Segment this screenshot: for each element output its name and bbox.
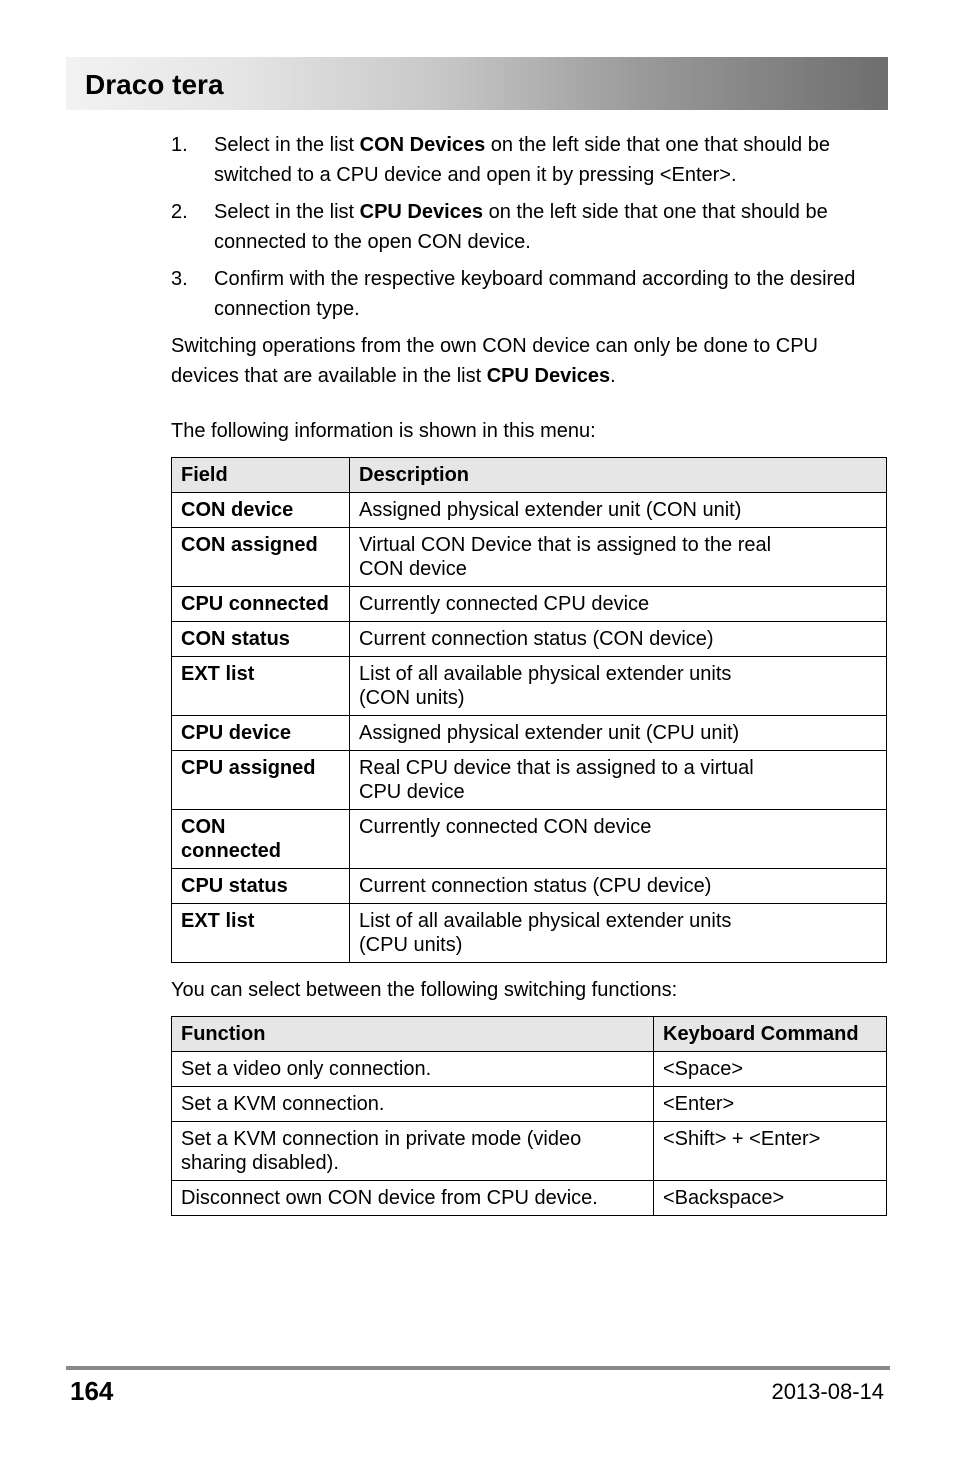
keyboard-command: <Space> bbox=[654, 1052, 887, 1087]
field-description: Currently connected CPU device bbox=[350, 587, 887, 622]
keyboard-command: <Backspace> bbox=[654, 1181, 887, 1216]
field-name: CPU device bbox=[172, 716, 350, 751]
step-text: Select in the list bbox=[214, 201, 360, 223]
column-header: Description bbox=[350, 458, 887, 493]
keyboard-command: <Enter> bbox=[654, 1087, 887, 1122]
table-row bbox=[172, 493, 887, 528]
table-header-row bbox=[172, 458, 887, 493]
step-number: 1. bbox=[171, 134, 188, 156]
functions-table bbox=[171, 1016, 887, 1216]
step-item bbox=[171, 197, 887, 257]
step-text: on the left side that one that should be connected to the open CON device. bbox=[214, 201, 828, 253]
page-content bbox=[171, 130, 887, 1216]
field-description: Currently connected CON device bbox=[350, 810, 887, 869]
column-header: Keyboard Command bbox=[654, 1017, 887, 1052]
table-row bbox=[172, 622, 887, 657]
table-row bbox=[172, 751, 887, 810]
field-description: List of all available physical extender units (CON units) bbox=[350, 657, 887, 716]
field-name: CON connected bbox=[172, 810, 350, 869]
step-text: Select in the list bbox=[214, 134, 360, 156]
page-number: 164 bbox=[70, 1376, 114, 1406]
table-row bbox=[172, 1122, 887, 1181]
field-name: CPU connected bbox=[172, 587, 350, 622]
table-row bbox=[172, 1181, 887, 1216]
table-row bbox=[172, 587, 887, 622]
table-row bbox=[172, 810, 887, 869]
table-row bbox=[172, 904, 887, 963]
functions-intro: You can select between the following switching functions: bbox=[171, 979, 678, 1001]
footer-divider bbox=[66, 1366, 890, 1370]
step-text-bold: CON Devices bbox=[359, 134, 486, 156]
note-text: . bbox=[610, 365, 616, 387]
document-date: 2013-08-14 bbox=[771, 1379, 884, 1404]
column-header: Function bbox=[172, 1017, 654, 1052]
function-name: Set a KVM connection in private mode (video sharing disabled). bbox=[172, 1122, 654, 1181]
page-header-bar bbox=[66, 57, 888, 110]
step-item bbox=[171, 264, 887, 324]
field-name: EXT list bbox=[172, 657, 350, 716]
field-name: CON status bbox=[172, 622, 350, 657]
function-name: Set a KVM connection. bbox=[172, 1087, 654, 1122]
table-row bbox=[172, 528, 887, 587]
function-name: Disconnect own CON device from CPU device. bbox=[172, 1181, 654, 1216]
step-number: 2. bbox=[171, 201, 188, 223]
field-description: Virtual CON Device that is assigned to the real CON device bbox=[350, 528, 887, 587]
info-intro: The following information is shown in this menu: bbox=[171, 420, 596, 442]
field-description: Current connection status (CPU device) bbox=[350, 869, 887, 904]
fields-table bbox=[171, 457, 887, 963]
document-title: Draco tera bbox=[85, 69, 224, 100]
field-description: List of all available physical extender units (CPU units) bbox=[350, 904, 887, 963]
table-row bbox=[172, 657, 887, 716]
field-name: CPU assigned bbox=[172, 751, 350, 810]
field-name: EXT list bbox=[172, 904, 350, 963]
step-text: Confirm with the respective keyboard command according to the desired connection type. bbox=[214, 268, 856, 320]
step-number: 3. bbox=[171, 268, 188, 290]
field-description: Assigned physical extender unit (CON unit) bbox=[350, 493, 887, 528]
step-text: on the left side that one that should be switched to a CPU device and open it by pressing <Enter>. bbox=[214, 134, 830, 186]
field-description: Assigned physical extender unit (CPU unit) bbox=[350, 716, 887, 751]
field-description: Real CPU device that is assigned to a virtual CPU device bbox=[350, 751, 887, 810]
table-row bbox=[172, 716, 887, 751]
note-text-bold: CPU Devices bbox=[486, 365, 611, 387]
note-text: Switching operations from the own CON device can only be done to CPU devices that are available in the list bbox=[171, 335, 819, 387]
table-row bbox=[172, 1087, 887, 1122]
step-text-bold: CPU Devices bbox=[359, 201, 484, 223]
field-name: CPU status bbox=[172, 869, 350, 904]
table-header-row bbox=[172, 1017, 887, 1052]
field-name: CON assigned bbox=[172, 528, 350, 587]
table-row bbox=[172, 869, 887, 904]
field-name: CON device bbox=[172, 493, 350, 528]
step-item bbox=[171, 130, 887, 190]
switching-note bbox=[171, 331, 887, 391]
function-name: Set a video only connection. bbox=[172, 1052, 654, 1087]
column-header: Field bbox=[172, 458, 350, 493]
field-description: Current connection status (CON device) bbox=[350, 622, 887, 657]
keyboard-command: <Shift> + <Enter> bbox=[654, 1122, 887, 1181]
table-row bbox=[172, 1052, 887, 1087]
